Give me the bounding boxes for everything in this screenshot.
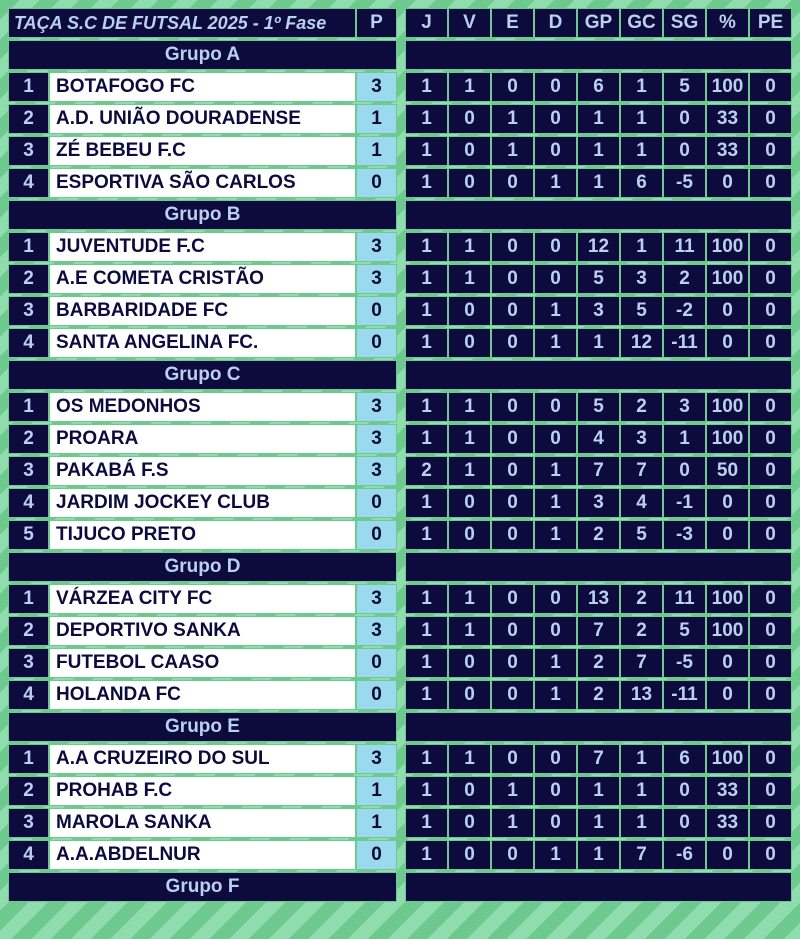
- stat-j: 1: [405, 808, 448, 838]
- stat-e: 0: [491, 744, 534, 774]
- team-position: 3: [8, 136, 49, 166]
- stat-percent: 0: [706, 840, 749, 870]
- stat-v: 0: [448, 776, 491, 806]
- team-position: 3: [8, 456, 49, 486]
- group-stats-band: [405, 360, 792, 390]
- stat-d: 0: [534, 808, 577, 838]
- stat-pe: 0: [749, 392, 792, 422]
- stat-gp: 2: [577, 648, 620, 678]
- stat-j: 1: [405, 648, 448, 678]
- team-name: VÁRZEA CITY FC: [49, 584, 356, 614]
- stat-v: 1: [448, 392, 491, 422]
- team-position: 1: [8, 232, 49, 262]
- stat-j: 1: [405, 488, 448, 518]
- team-position: 4: [8, 680, 49, 710]
- stat-percent: 33: [706, 808, 749, 838]
- team-points: 3: [356, 424, 397, 454]
- stat-gp: 2: [577, 680, 620, 710]
- stat-percent: 0: [706, 168, 749, 198]
- team-position: 3: [8, 808, 49, 838]
- stat-percent: 0: [706, 680, 749, 710]
- team-points: 0: [356, 648, 397, 678]
- stat-v: 0: [448, 840, 491, 870]
- stat-gp: 3: [577, 488, 620, 518]
- stat-gc: 4: [620, 488, 663, 518]
- team-points: 3: [356, 616, 397, 646]
- stat-v: 1: [448, 616, 491, 646]
- stat-sg: -6: [663, 840, 706, 870]
- stat-percent: 100: [706, 616, 749, 646]
- stat-e: 1: [491, 776, 534, 806]
- stat-j: 1: [405, 168, 448, 198]
- stat-sg: 1: [663, 424, 706, 454]
- stat-v: 0: [448, 648, 491, 678]
- group-name: Grupo B: [8, 200, 397, 230]
- stat-gc: 5: [620, 296, 663, 326]
- stat-v: 0: [448, 328, 491, 358]
- stat-gc: 1: [620, 776, 663, 806]
- stat-d: 0: [534, 584, 577, 614]
- team-name: DEPORTIVO SANKA: [49, 616, 356, 646]
- stat-j: 1: [405, 424, 448, 454]
- stat-e: 0: [491, 584, 534, 614]
- team-position: 2: [8, 424, 49, 454]
- team-name: BARBARIDADE FC: [49, 296, 356, 326]
- stat-e: 0: [491, 168, 534, 198]
- team-points: 0: [356, 840, 397, 870]
- stat-gp: 4: [577, 424, 620, 454]
- stat-gc: 1: [620, 136, 663, 166]
- stat-sg: 0: [663, 776, 706, 806]
- stat-percent: 50: [706, 456, 749, 486]
- stat-sg: 0: [663, 136, 706, 166]
- stat-v: 1: [448, 424, 491, 454]
- stat-gp: 1: [577, 808, 620, 838]
- stat-percent: 100: [706, 264, 749, 294]
- stat-percent: 100: [706, 392, 749, 422]
- stat-j: 1: [405, 680, 448, 710]
- group-name: Grupo A: [8, 40, 397, 70]
- stat-e: 0: [491, 392, 534, 422]
- team-position: 3: [8, 296, 49, 326]
- stat-percent: 100: [706, 72, 749, 102]
- team-name: A.D. UNIÃO DOURADENSE: [49, 104, 356, 134]
- column-header-gc: GC: [620, 8, 663, 38]
- team-position: 4: [8, 488, 49, 518]
- group-stats-band: [405, 552, 792, 582]
- team-position: 4: [8, 840, 49, 870]
- stat-sg: -5: [663, 648, 706, 678]
- stat-d: 0: [534, 744, 577, 774]
- stat-v: 1: [448, 232, 491, 262]
- team-name: PROHAB F.C: [49, 776, 356, 806]
- stat-j: 1: [405, 328, 448, 358]
- stat-gp: 7: [577, 616, 620, 646]
- stat-d: 0: [534, 424, 577, 454]
- team-points: 3: [356, 72, 397, 102]
- stat-e: 0: [491, 232, 534, 262]
- team-name: BOTAFOGO FC: [49, 72, 356, 102]
- stat-percent: 100: [706, 232, 749, 262]
- stat-pe: 0: [749, 264, 792, 294]
- stat-e: 0: [491, 488, 534, 518]
- stat-pe: 0: [749, 424, 792, 454]
- stat-e: 0: [491, 840, 534, 870]
- stat-e: 1: [491, 104, 534, 134]
- team-points: 1: [356, 136, 397, 166]
- column-header-j: J: [405, 8, 448, 38]
- stat-d: 1: [534, 840, 577, 870]
- stat-d: 0: [534, 232, 577, 262]
- team-points: 0: [356, 328, 397, 358]
- stat-j: 2: [405, 456, 448, 486]
- stat-gc: 13: [620, 680, 663, 710]
- team-points: 0: [356, 520, 397, 550]
- group-name: Grupo D: [8, 552, 397, 582]
- stat-v: 0: [448, 488, 491, 518]
- stat-v: 0: [448, 680, 491, 710]
- team-name: A.A.ABDELNUR: [49, 840, 356, 870]
- team-name: PAKABÁ F.S: [49, 456, 356, 486]
- stat-pe: 0: [749, 296, 792, 326]
- team-name: ESPORTIVA SÃO CARLOS: [49, 168, 356, 198]
- team-name: TIJUCO PRETO: [49, 520, 356, 550]
- team-points: 3: [356, 392, 397, 422]
- stat-sg: 6: [663, 744, 706, 774]
- stat-j: 1: [405, 232, 448, 262]
- stat-sg: -11: [663, 328, 706, 358]
- stat-sg: 11: [663, 232, 706, 262]
- column-header-gp: GP: [577, 8, 620, 38]
- stat-pe: 0: [749, 232, 792, 262]
- stat-d: 0: [534, 72, 577, 102]
- stat-gc: 2: [620, 392, 663, 422]
- stat-percent: 0: [706, 488, 749, 518]
- group-stats-band: [405, 40, 792, 70]
- stat-j: 1: [405, 840, 448, 870]
- stat-percent: 33: [706, 104, 749, 134]
- stat-pe: 0: [749, 168, 792, 198]
- stat-d: 1: [534, 648, 577, 678]
- stat-j: 1: [405, 744, 448, 774]
- team-position: 1: [8, 584, 49, 614]
- stat-percent: 0: [706, 296, 749, 326]
- group-name: Grupo F: [8, 872, 397, 902]
- stat-pe: 0: [749, 328, 792, 358]
- team-points: 0: [356, 680, 397, 710]
- team-position: 4: [8, 328, 49, 358]
- stat-gp: 1: [577, 168, 620, 198]
- stat-d: 0: [534, 616, 577, 646]
- stat-j: 1: [405, 104, 448, 134]
- stat-gc: 7: [620, 840, 663, 870]
- stat-d: 0: [534, 776, 577, 806]
- stat-pe: 0: [749, 648, 792, 678]
- stat-gp: 3: [577, 296, 620, 326]
- team-position: 1: [8, 392, 49, 422]
- team-name: FUTEBOL CAASO: [49, 648, 356, 678]
- stat-j: 1: [405, 520, 448, 550]
- stat-e: 0: [491, 680, 534, 710]
- stat-pe: 0: [749, 456, 792, 486]
- team-points: 3: [356, 584, 397, 614]
- stat-gp: 1: [577, 776, 620, 806]
- team-position: 5: [8, 520, 49, 550]
- stat-sg: 5: [663, 616, 706, 646]
- stat-percent: 100: [706, 744, 749, 774]
- team-points: 3: [356, 456, 397, 486]
- stat-sg: 0: [663, 104, 706, 134]
- stat-gc: 1: [620, 808, 663, 838]
- team-name: MAROLA SANKA: [49, 808, 356, 838]
- stat-j: 1: [405, 616, 448, 646]
- stat-gp: 7: [577, 744, 620, 774]
- stat-percent: 0: [706, 520, 749, 550]
- stat-d: 1: [534, 296, 577, 326]
- stat-gc: 7: [620, 648, 663, 678]
- group-name: Grupo E: [8, 712, 397, 742]
- stat-d: 0: [534, 136, 577, 166]
- stat-j: 1: [405, 264, 448, 294]
- stat-pe: 0: [749, 584, 792, 614]
- stat-j: 1: [405, 776, 448, 806]
- stat-sg: -2: [663, 296, 706, 326]
- stat-sg: -5: [663, 168, 706, 198]
- stat-percent: 33: [706, 136, 749, 166]
- stat-e: 0: [491, 520, 534, 550]
- stat-e: 0: [491, 296, 534, 326]
- stat-v: 1: [448, 72, 491, 102]
- team-points: 0: [356, 296, 397, 326]
- group-stats-band: [405, 200, 792, 230]
- stat-gc: 2: [620, 616, 663, 646]
- stat-pe: 0: [749, 840, 792, 870]
- stat-v: 1: [448, 264, 491, 294]
- team-name: SANTA ANGELINA FC.: [49, 328, 356, 358]
- stat-j: 1: [405, 136, 448, 166]
- column-header-d: D: [534, 8, 577, 38]
- stat-d: 1: [534, 488, 577, 518]
- stat-e: 0: [491, 648, 534, 678]
- table-title: TAÇA S.C DE FUTSAL 2025 - 1º Fase: [8, 8, 356, 38]
- team-points: 1: [356, 776, 397, 806]
- stat-gc: 6: [620, 168, 663, 198]
- team-name: HOLANDA FC: [49, 680, 356, 710]
- stat-d: 1: [534, 456, 577, 486]
- team-points: 1: [356, 808, 397, 838]
- stat-pe: 0: [749, 520, 792, 550]
- stat-gp: 7: [577, 456, 620, 486]
- team-position: 1: [8, 744, 49, 774]
- team-name: A.E COMETA CRISTÃO: [49, 264, 356, 294]
- stat-pe: 0: [749, 744, 792, 774]
- stat-v: 1: [448, 584, 491, 614]
- column-header-sg: SG: [663, 8, 706, 38]
- team-name: ZÉ BEBEU F.C: [49, 136, 356, 166]
- stat-gp: 1: [577, 840, 620, 870]
- stat-sg: 0: [663, 808, 706, 838]
- stat-e: 0: [491, 328, 534, 358]
- stat-d: 1: [534, 520, 577, 550]
- stat-e: 1: [491, 808, 534, 838]
- stat-pe: 0: [749, 488, 792, 518]
- stat-sg: 11: [663, 584, 706, 614]
- team-name: JUVENTUDE F.C: [49, 232, 356, 262]
- group-stats-band: [405, 712, 792, 742]
- stat-gp: 1: [577, 328, 620, 358]
- stat-gc: 1: [620, 104, 663, 134]
- column-header-e: E: [491, 8, 534, 38]
- stat-pe: 0: [749, 136, 792, 166]
- team-points: 0: [356, 488, 397, 518]
- stat-pe: 0: [749, 616, 792, 646]
- stat-pe: 0: [749, 680, 792, 710]
- team-points: 0: [356, 168, 397, 198]
- column-header-percent: %: [706, 8, 749, 38]
- team-points: 3: [356, 744, 397, 774]
- stat-d: 1: [534, 168, 577, 198]
- stat-e: 1: [491, 136, 534, 166]
- stat-gp: 5: [577, 264, 620, 294]
- stat-v: 1: [448, 744, 491, 774]
- stat-v: 1: [448, 456, 491, 486]
- stat-d: 0: [534, 264, 577, 294]
- stat-gp: 2: [577, 520, 620, 550]
- stat-d: 1: [534, 680, 577, 710]
- column-header-pe: PE: [749, 8, 792, 38]
- stat-sg: 2: [663, 264, 706, 294]
- stat-j: 1: [405, 72, 448, 102]
- stat-gc: 12: [620, 328, 663, 358]
- stat-gc: 7: [620, 456, 663, 486]
- stat-sg: 3: [663, 392, 706, 422]
- stat-gp: 5: [577, 392, 620, 422]
- stat-gc: 1: [620, 744, 663, 774]
- stat-gc: 1: [620, 232, 663, 262]
- stat-gc: 1: [620, 72, 663, 102]
- stat-percent: 100: [706, 584, 749, 614]
- points-header: P: [356, 8, 397, 38]
- stat-gp: 12: [577, 232, 620, 262]
- stat-e: 0: [491, 616, 534, 646]
- stat-pe: 0: [749, 776, 792, 806]
- stat-sg: -3: [663, 520, 706, 550]
- stat-percent: 33: [706, 776, 749, 806]
- team-name: OS MEDONHOS: [49, 392, 356, 422]
- stat-pe: 0: [749, 808, 792, 838]
- team-points: 3: [356, 264, 397, 294]
- stat-e: 0: [491, 456, 534, 486]
- team-position: 1: [8, 72, 49, 102]
- stat-gp: 1: [577, 136, 620, 166]
- stat-gc: 2: [620, 584, 663, 614]
- stat-gp: 13: [577, 584, 620, 614]
- stat-percent: 0: [706, 648, 749, 678]
- stat-gc: 3: [620, 264, 663, 294]
- stat-sg: -1: [663, 488, 706, 518]
- stat-d: 0: [534, 104, 577, 134]
- team-position: 2: [8, 104, 49, 134]
- stat-pe: 0: [749, 104, 792, 134]
- team-name: A.A CRUZEIRO DO SUL: [49, 744, 356, 774]
- group-name: Grupo C: [8, 360, 397, 390]
- team-position: 2: [8, 616, 49, 646]
- stat-v: 0: [448, 104, 491, 134]
- stat-e: 0: [491, 424, 534, 454]
- team-name: JARDIM JOCKEY CLUB: [49, 488, 356, 518]
- stat-v: 0: [448, 520, 491, 550]
- stat-gp: 6: [577, 72, 620, 102]
- stat-v: 0: [448, 296, 491, 326]
- stat-v: 0: [448, 168, 491, 198]
- stat-pe: 0: [749, 72, 792, 102]
- stat-j: 1: [405, 584, 448, 614]
- stat-sg: -11: [663, 680, 706, 710]
- column-header-v: V: [448, 8, 491, 38]
- group-stats-band: [405, 872, 792, 902]
- stat-j: 1: [405, 296, 448, 326]
- team-points: 1: [356, 104, 397, 134]
- stat-sg: 0: [663, 456, 706, 486]
- stat-v: 0: [448, 808, 491, 838]
- stat-j: 1: [405, 392, 448, 422]
- stat-e: 0: [491, 264, 534, 294]
- team-position: 3: [8, 648, 49, 678]
- stat-gp: 1: [577, 104, 620, 134]
- team-position: 4: [8, 168, 49, 198]
- stat-d: 1: [534, 328, 577, 358]
- stat-v: 0: [448, 136, 491, 166]
- stat-percent: 0: [706, 328, 749, 358]
- stat-percent: 100: [706, 424, 749, 454]
- stat-d: 0: [534, 392, 577, 422]
- stat-gc: 3: [620, 424, 663, 454]
- team-name: PROARA: [49, 424, 356, 454]
- stat-e: 0: [491, 72, 534, 102]
- stat-sg: 5: [663, 72, 706, 102]
- team-points: 3: [356, 232, 397, 262]
- stat-gc: 5: [620, 520, 663, 550]
- team-position: 2: [8, 776, 49, 806]
- team-position: 2: [8, 264, 49, 294]
